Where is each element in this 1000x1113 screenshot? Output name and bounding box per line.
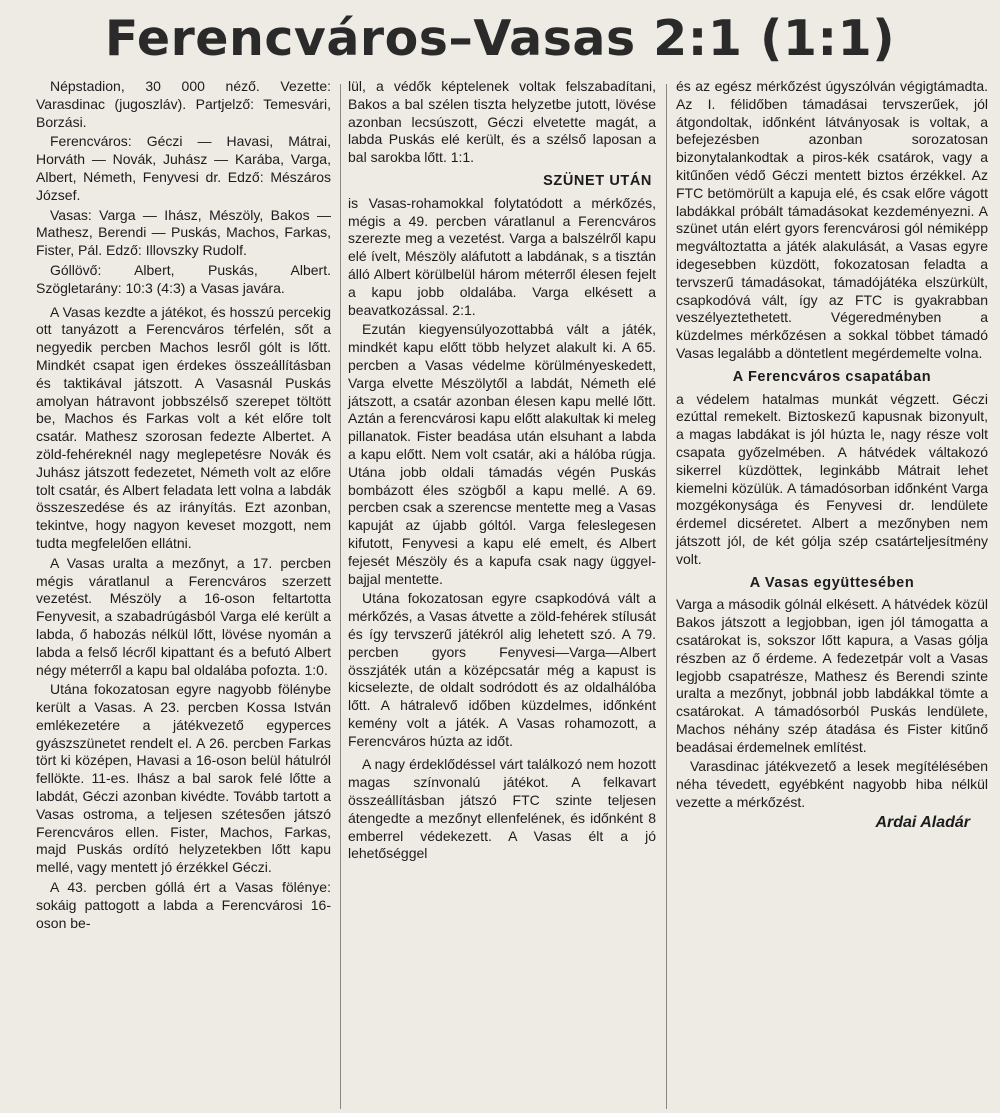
column-rule-1 xyxy=(340,84,341,1109)
body-paragraph: Utána fokozatosan egyre nagyobb fölénybe került a Vasas. A 23. percben Kossa István emlékezetére a játékvezető egyperces gyászszünetet rendelt el. A 26. percben Farkas tört ki középen, Havasi a 16-oson belül hátulról fellökte. 11-es. Ihász a bal sarok felé lőtte a labdát, Géczi azonban kivédte. Tovább tartott a Vasas ostroma, a teljesen szétesően játszó Ferencváros ellen. Fister, Machos, Farkas, majd Puskás ordító helyzetekben lőtt kapu mellé, vagy mentett jó érzékkel Géczi. xyxy=(36,681,331,876)
column-1 xyxy=(36,78,331,934)
body-paragraph: Varasdinac játékvezető a lesek megítélésében néha tévedett, egyébként nagyobb hiba nélkül vezette a mérkőzést. xyxy=(676,758,988,811)
column-2 xyxy=(348,78,656,865)
author-signature: Ardai Aladár xyxy=(875,813,970,831)
body-paragraph: is Vasas-rohamokkal folytatódott a mérkőzés, mégis a 49. percben váratlanul a Ferencváros szerezte meg a vezetést. Varga a balszélről kapu elé ívelt, Mészöly aláfutott a labdának, s a tisztán álló Albert körülbelül három méterről élesen fejelt a kapu jobb oldalába. Varga elkésett a beavatkozással. 2:1. xyxy=(348,194,656,318)
body-paragraph: A Vasas kezdte a játékot, és hosszú percekig ott tanyázott a Ferencváros térfelén, sőt a negyedik percben Machos lesről gólt is lőtt. Mindkét csapat igen érdekes összeállításban és taktikával játszott. A Vasasnál Puskás amolyan hátravont jobbszélső szerepet töltött be, Machos és Farkas volt a két előre tolt csatár. Mathesz szorosan fedezte Albertet. A zöld-fehéreknél nagy meglepetésre Novák és Juhász játszott fedezetet, Németh volt az előre tolt csatár, és Albert feladata lett volna a labdák összeszedése és az irányítás. Ezt azonban, tekintve, hogy nagyon keveset mozgott, nem tudta megfelelően ellátni. xyxy=(36,303,331,551)
lineup-paragraph: Ferencváros: Géczi — Havasi, Mátrai, Horváth — Novák, Juhász — Karába, Varga, Albert, Németh, Fenyvesi dr. Edző: Mészáros József. xyxy=(36,133,331,203)
lineup-paragraph: Népstadion, 30 000 néző. Vezette: Varasdinac (jugoszláv). Partjelző: Temesvári, Borzási. xyxy=(36,78,331,130)
column-rule-2 xyxy=(666,84,667,1109)
section-heading: A Ferencváros csapatában xyxy=(732,368,932,385)
body-paragraph: Ezután kiegyensúlyozottabbá vált a játék, mindkét kapu előtt több helyzet alakult ki. A 65. percben a Vasas védelme körülményeskedett, Varga elvette Mészölytől a labdát, Németh elé játszott, a csatár azonban élesen kapu mellé lőtt. Aztán a ferencvárosi kapu előtt alakultak ki meleg pillanatok. Fister beadása után elsuhant a labda a kapu előtt. Nem volt csatár, aki a hálóba rúgja. Utána jobb oldali támadás végén Puskás bombázott éles szögből a kapu mellé. A 69. percben csak a szerencse mentette meg a Vasas kapuját az újabb góltól. Varga feleslegesen kifutott, Fenyvesi a kapu elé emelt, és Albert fejesét Mészöly és a kapufa csak nagy üggyel-bajjal mentette. xyxy=(348,321,656,587)
body-paragraph: A 43. percben góllá ért a Vasas fölénye: sokáig pattogott a labda a Ferencvárosi 16-oson be- xyxy=(36,879,331,931)
body-paragraph: Utána fokozatosan egyre csapkodóvá vált a mérkőzés, a Vasas átvette a zöld-fehérek stílusát és így tervszerű játékról alig lehetett szó. A 79. percben gyors Fenyvesi—Varga—Albert összjáték után a középcsatár még a kapust is kicselezte, de oldalt sodródott és az oldalhálóba lőtt. A hátralevő időben küzdelmes, időnként kemény volt a játék. A Vasas rohamozott, a Ferencváros húzta az időt. xyxy=(348,590,656,749)
body-paragraph: és az egész mérkőzést úgyszólván végigtámadta. Az I. félidőben támadásai tervszerűek, jól átgondoltak, időnként látványosak is voltak, a befejezésben azonban sorozatosan bizonytalankodtak a piros-kék csatárok, vagy a kitűnően védő Géczi mentett biztos érzékkel. Az FTC betömörült a kapuja elé, és csak előre vágott labdákkal próbált támadásokat kezdeményezni. A szünet után elért gyors ferencvárosi gól némiképp megváltoztatta a játék alakulását, a Vasas egyre idegesebben küzdött, fokozatosan feladta a tervszerű támadásokat, támadójátéka elszürkült, csapkodóvá vált, így az FTC is gyakrabban veszélyeztethetett. Végeredményben a küzdelmes mérkőzésen a sokkal többet támadó Vasas legalább a döntetlent megérdemelte volna. xyxy=(676,78,988,361)
body-paragraph: a védelem hatalmas munkát végzett. Géczi ezúttal remekelt. Biztoskezű kapusnak bizonyult, a magas labdákat is jól húzta le, nagy része volt csapata győzelmében. A hátvédek váltakozó sikerrel küzdöttek, leginkább Mátrait lehet kiemelni közülük. A támadósorban időnként Varga mozgékonysága és Fenyvesi dr. lendülete érdemel dicséretet. Albert a mezőnyben nem játszott jól, de két gólja szép csatárteljesítmény volt. xyxy=(676,390,988,567)
section-heading: A Vasas együttesében xyxy=(749,574,915,591)
body-paragraph: A Vasas uralta a mezőnyt, a 17. percben mégis váratlanul a Ferencváros szerzett vezetést. Mészöly a 16-oson feltartotta Fenyvesit, a szabadrúgásból Varga elé került a labda, ő habozás nélkül lőtt, lövése nyomán a labda a felső lécről kipattant és a befutó Albert négy méterről a kapu bal oldalába pofozta. 1:0. xyxy=(36,554,331,678)
body-paragraph: Varga a második gólnál elkésett. A hátvédek közül Bakos játszott a legjobban, igen jól támogatta a csatárokat is, sokszor lőtt kapura, a Vasas gólja részben az ő érdeme. A fedezetpár volt a Vasas legjobb csapatrésze, Mathesz és Berendi szinte uralta a mezőnyt, jobbnál jobb labdákkal tömte a csatárokat. A támadósorból Puskás lendülete, Machos néhány szép átadása és Fister kitűnő beadásai érdemelnek említést. xyxy=(676,596,988,755)
section-heading: SZÜNET UTÁN xyxy=(543,172,652,189)
lineup-paragraph: Vasas: Varga — Ihász, Mészöly, Bakos — Mathesz, Berendi — Puskás, Machos, Farkas, Fister, Pál. Edző: Illovszky Rudolf. xyxy=(36,206,331,259)
column-3 xyxy=(676,78,988,832)
body-paragraph: A nagy érdeklődéssel várt találkozó nem hozott magas színvonalú játékot. A felkavart összeállításban játszó FTC szinte teljesen átengedte a mezőnyt ellenfelének, és időnként 8 emberrel védekezett. A Vasas élt a jó lehetőséggel xyxy=(348,756,656,862)
headline: Ferencváros–Vasas 2:1 (1:1) xyxy=(104,10,896,67)
scorers-paragraph: Góllövő: Albert, Puskás, Albert. Szögletarány: 10:3 (4:3) a Vasas javára. xyxy=(36,261,331,296)
body-paragraph: lül, a védők képtelenek voltak felszabadítani, Bakos a bal szélen tiszta helyzetbe jutott, lövése azonban lecsúszott, Géczi elvetette magát, a labda Puskás elé került, és a szélső laposan a bal sarokba lőtt. 1:1. xyxy=(348,78,656,166)
